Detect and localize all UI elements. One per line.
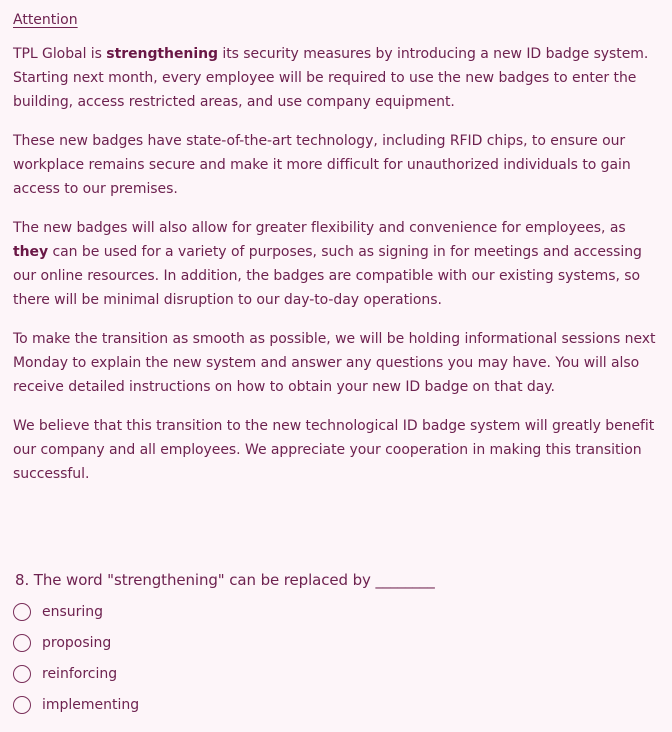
option-label: ensuring xyxy=(42,603,104,620)
paragraph-2: These new badges have state-of-the-art technology, including RFID chips, to ensure our workplace remains secure and make it more difficult for unauthorized individuals to gain access to our premises. xyxy=(13,133,631,197)
option-reinforcing[interactable] xyxy=(13,658,665,689)
option-implementing[interactable] xyxy=(13,689,665,720)
paragraph-3 xyxy=(13,216,665,312)
paragraph-3-text-start: The new badges will also allow for greater flexibility and convenience for employees, as xyxy=(13,220,626,236)
option-proposing[interactable] xyxy=(13,627,665,658)
paragraph-3-text-end: can be used for a variety of purposes, such as signing in for meetings and accessing our online resources. In addition, the badges are compatible with our existing systems, so there will be minimal disruption to our day-to-day operations. xyxy=(13,244,642,308)
option-label: reinforcing xyxy=(42,665,118,682)
radio-button[interactable] xyxy=(13,603,31,621)
passage-heading: Attention xyxy=(13,12,78,28)
option-label: proposing xyxy=(42,634,112,651)
question-text: 8. The word "strengthening" can be replaced by ________ xyxy=(15,571,435,589)
radio-button[interactable] xyxy=(13,696,31,714)
paragraph-1-text-end: its security measures by introducing a new ID badge system. Starting next month, every employee will be required to use the new badges to enter the building, access restricted areas, and use company equipment. xyxy=(13,46,649,110)
paragraph-3-bold-word: they xyxy=(13,244,49,260)
paragraph-1 xyxy=(13,42,665,114)
paragraph-4: To make the transition as smooth as possible, we will be holding informational sessions next Monday to explain the new system and answer any questions you may have. You will also receive detailed instructions on how to obtain your new ID badge on that day. xyxy=(13,331,656,395)
radio-button[interactable] xyxy=(13,634,31,652)
radio-button[interactable] xyxy=(13,665,31,683)
option-ensuring[interactable] xyxy=(13,596,665,627)
question-block xyxy=(13,568,665,720)
paragraph-1-bold-word: strengthening xyxy=(106,46,218,62)
option-label: implementing xyxy=(42,696,140,713)
reading-passage xyxy=(13,8,665,501)
paragraph-5: We believe that this transition to the new technological ID badge system will greatly benefit our company and all employees. We appreciate your cooperation in making this transition successful. xyxy=(13,418,655,482)
paragraph-1-text-start: TPL Global is xyxy=(13,46,107,62)
